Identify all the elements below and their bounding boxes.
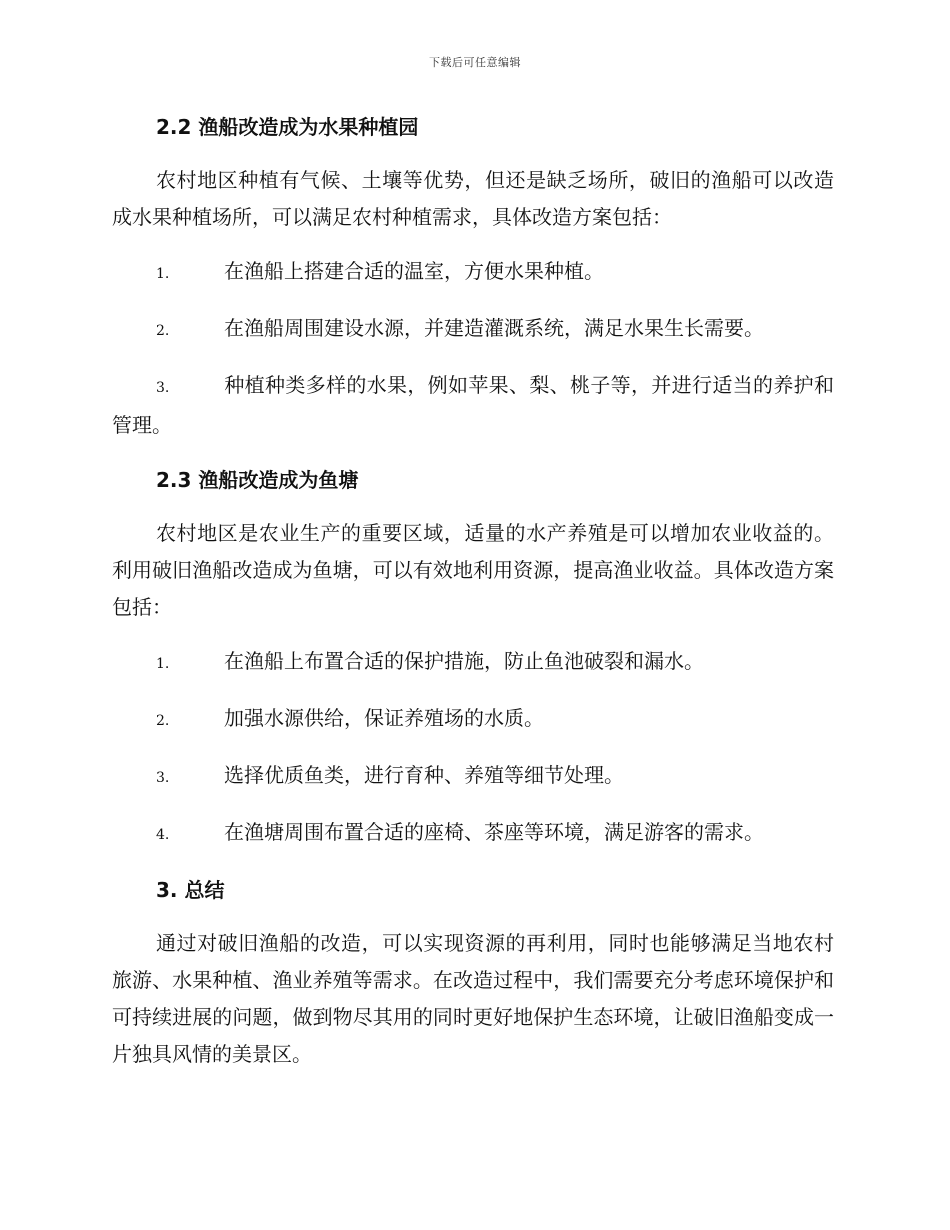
list-item (112, 367, 834, 444)
list-text: 种植种类多样的水果，例如苹果、梨、桃子等，并进行适当的养护和管理。 (112, 373, 834, 437)
list-text: 在渔船上搭建合适的温室，方便水果种植。 (224, 259, 604, 283)
list-item (112, 814, 834, 854)
list-text: 选择优质鱼类，进行育种、养殖等细节处理。 (224, 763, 624, 787)
list-text: 在渔船周围建设水源，并建造灌溉系统，满足水果生长需要。 (224, 316, 764, 340)
list-number: 3. (156, 770, 170, 786)
list-item (112, 253, 834, 293)
list-number: 1. (156, 266, 170, 282)
section-summary (112, 871, 834, 1073)
list-item (112, 757, 834, 797)
section-intro: 农村地区是农业生产的重要区域，适量的水产养殖是可以增加农业收益的。利用破旧渔船改造成为鱼塘，可以有效地利用资源，提高渔业收益。具体改造方案包括： (112, 521, 834, 619)
document-body (112, 108, 834, 1090)
list-text: 加强水源供给，保证养殖场的水质。 (224, 706, 544, 730)
list-item (112, 700, 834, 740)
list-item (112, 310, 834, 350)
section-heading: 3. 总结 (156, 878, 225, 902)
list-number: 2. (156, 323, 170, 339)
list-text: 在渔塘周围布置合适的座椅、茶座等环境，满足游客的需求。 (224, 820, 764, 844)
section-fish-pond (112, 461, 834, 854)
section-fruit-orchard (112, 108, 834, 444)
list-number: 2. (156, 713, 170, 729)
section-heading: 2.3 渔船改造成为鱼塘 (156, 468, 359, 492)
list-number: 4. (156, 827, 170, 843)
list-number: 1. (156, 656, 170, 672)
list-item (112, 643, 834, 683)
list-number: 3. (156, 380, 170, 396)
section-intro: 通过对破旧渔船的改造，可以实现资源的再利用，同时也能够满足当地农村旅游、水果种植、渔业养殖等需求。在改造过程中，我们需要充分考虑环境保护和可持续进展的问题，做到物尽其用的同时更好地保护生态环境，让破旧渔船变成一片独具风情的美景区。 (112, 931, 834, 1066)
section-intro: 农村地区种植有气候、土壤等优势，但还是缺乏场所，破旧的渔船可以改造成水果种植场所，可以满足农村种植需求，具体改造方案包括： (112, 168, 834, 229)
page-header: 下载后可任意编辑 (429, 56, 521, 69)
section-heading: 2.2 渔船改造成为水果种植园 (156, 115, 419, 139)
list-text: 在渔船上布置合适的保护措施，防止鱼池破裂和漏水。 (224, 649, 704, 673)
